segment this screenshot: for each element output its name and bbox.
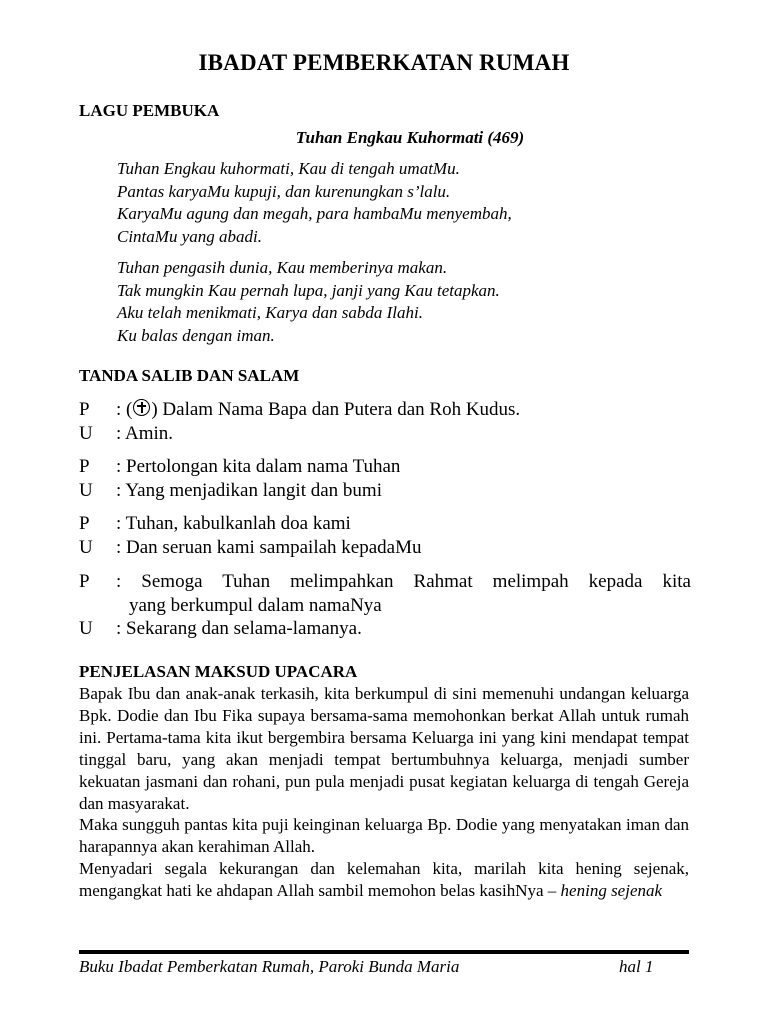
heading-lagu-pembuka: LAGU PEMBUKA	[79, 101, 220, 120]
priest-text: ) Dalam Nama Bapa dan Putera dan Roh Kudus.	[151, 399, 521, 420]
role-label: P	[79, 456, 90, 477]
verse-line: CintaMu yang abadi.	[117, 226, 262, 246]
role-label: U	[79, 479, 93, 501]
paragraph: Bapak Ibu dan anak-anak terkasih, kita berkumpul di sini memenuhi undangan keluarga Bpk. Dodie dan Ibu Fika supaya bersama-sama memohonkan berkat Allah untuk rumah ini. Pertama-tama kita ikut bergembira bersama Keluarga ini yang kini mendapat tempat tinggal baru, yang akan menjadi tempat bertumbuhnya keluarga, menjadi sumber kekuatan jasmani dan rohani, pun pula menjadi pusat kegiatan keluarga di tengah Gereja dan masyarakat.	[79, 684, 689, 813]
priest-line	[79, 455, 691, 479]
priest-text: : Pertolongan kita dalam nama Tuhan	[116, 456, 401, 477]
people-line	[79, 617, 691, 641]
footer-rule	[79, 950, 689, 954]
verse-line: Tuhan Engkau kuhormati, Kau di tengah umatMu.	[117, 159, 460, 178]
explanation-body	[79, 683, 689, 902]
cross-in-circle-icon	[133, 399, 150, 416]
people-text: : Amin.	[116, 422, 174, 444]
paragraph-text: Menyadari segala kekurangan dan kelemahan kita, marilah kita hening sejenak, mengangkat hati ke ahdapan Allah sambil memohon belas kasihNya –	[79, 859, 689, 901]
role-label: P	[79, 571, 90, 592]
heading-penjelasan: PENJELASAN MAKSUD UPACARA	[79, 662, 358, 681]
role-label: U	[79, 618, 93, 639]
rubric-instruction: hening sejenak	[560, 881, 663, 901]
people-text: : Dan seruan kami sampailah kepadaMu	[116, 536, 422, 558]
verse-line: Pantas karyaMu kupuji, dan kurenungkan s’lalu.	[117, 181, 451, 201]
role-label: U	[79, 536, 93, 558]
exchange-3	[79, 512, 691, 559]
priest-line	[79, 570, 691, 594]
people-text: : Sekarang dan selama-lamanya.	[116, 618, 362, 639]
paragraph: Maka sungguh pantas kita puji keinginan keluarga Bp. Dodie yang menyatakan iman dan harapannya akan kerahiman Allah.	[79, 815, 689, 857]
exchange-1	[79, 398, 691, 445]
priest-line	[79, 398, 691, 422]
verse-line: KaryaMu agung dan megah, para hambaMu menyembah,	[117, 204, 512, 223]
verse-line: Tak mungkin Kau pernah lupa, janji yang Kau tetapkan.	[117, 280, 500, 300]
priest-line	[79, 512, 691, 536]
footer-page-number: hal 1	[619, 957, 654, 976]
people-line	[79, 422, 691, 446]
priest-line-continued	[79, 594, 691, 618]
paragraph	[79, 858, 689, 902]
page-footer	[79, 957, 679, 977]
document-title: IBADAT PEMBERKATAN RUMAH	[198, 50, 570, 75]
song-title: Tuhan Engkau Kuhormati (469)	[295, 128, 525, 147]
people-line	[79, 479, 691, 503]
song-verse-1	[117, 158, 512, 248]
priest-text: : Semoga Tuhan melimpahkan Rahmat melimpah kepada kita	[116, 571, 691, 592]
role-label: P	[79, 399, 90, 420]
exchange-4	[79, 570, 691, 641]
priest-text: : Tuhan, kabulkanlah doa kami	[116, 513, 351, 534]
verse-line: Tuhan pengasih dunia, Kau memberinya makan.	[117, 258, 448, 277]
people-line	[79, 536, 691, 560]
verse-line: Aku telah menikmati, Karya dan sabda Ilahi.	[117, 303, 423, 322]
exchange-2	[79, 455, 691, 502]
priest-text-prefix: : (	[116, 399, 133, 420]
heading-tanda-salib: TANDA SALIB DAN SALAM	[79, 366, 300, 385]
role-label: P	[79, 513, 90, 534]
song-verse-2	[117, 257, 500, 347]
verse-line: Ku balas dengan iman.	[117, 325, 275, 345]
people-text: : Yang menjadikan langit dan bumi	[116, 479, 382, 501]
priest-text-continued: yang berkumpul dalam namaNya	[129, 594, 382, 616]
role-label: U	[79, 422, 93, 444]
footer-book-title: Buku Ibadat Pemberkatan Rumah, Paroki Bunda Maria	[79, 957, 460, 976]
